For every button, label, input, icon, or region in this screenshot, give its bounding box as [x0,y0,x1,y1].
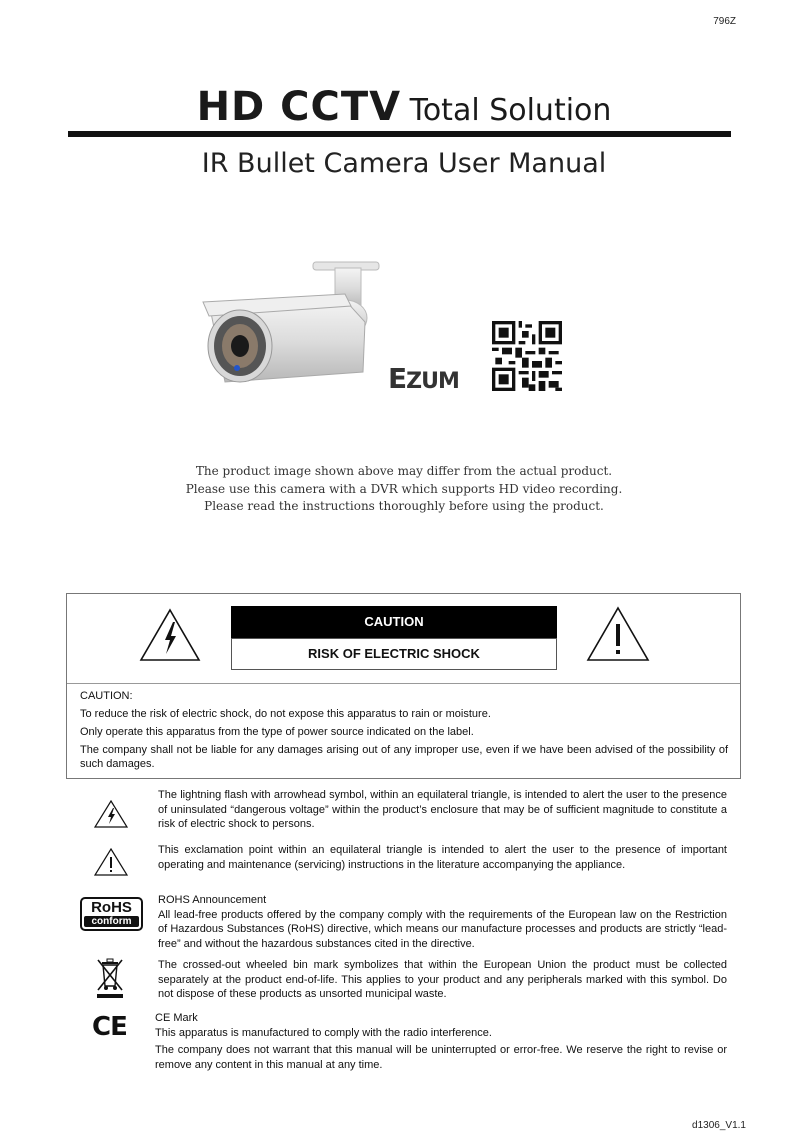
ezum-logo: EZUM [388,362,459,395]
caution-text [80,689,728,775]
exclamation-warning-icon [586,606,650,662]
header-rule [68,131,731,137]
risk-subheader: RISK OF ELECTRIC SHOCK [231,638,557,670]
footer-version: d1306_V1.1 [692,1120,746,1131]
rohs-title: ROHS Announcement [158,894,267,906]
ce-mark-section [155,1011,724,1040]
brand-light: Total Solution [409,93,612,128]
ce-body: This apparatus is manufactured to comply with the radio interference. [155,1026,492,1039]
caution-header: CAUTION [231,606,557,638]
exclamation-triangle-icon [94,848,128,876]
lightning-triangle-icon [94,800,128,828]
rohs-announcement [158,893,727,951]
weee-description: The crossed-out wheeled bin mark symbolizes that within the European Union the product must be collected separately at the product end-of-life. This applies to your product and any peripherals marked with this symbol. Do not dispose of these products as unsorted municipal waste. [158,959,727,1000]
warranty-disclaimer: The company does not warrant that this manual will be uninterrupted or error-free. We reserve the right to revise or remove any content in this manual at any time. [155,1044,727,1071]
page-title: IR Bullet Camera User Manual [201,148,607,179]
lightning-description: The lightning flash with arrowhead symbol, within an equilateral triangle, is intended to alert the user to the presence of uninsulated “dangerous voltage” within the product’s enclosure that may be of sufficient magnitude to constitute a risk of electric shock to persons. [158,789,727,830]
exclamation-description: This exclamation point within an equilateral triangle is intended to alert the user to the presence of important operating and maintenance (servicing) instructions in the literature accompanying the appliance. [158,844,727,871]
note-line: Please read the instructions thoroughly before using the product. [204,499,604,513]
document-code: 796Z [713,16,736,27]
weee-bin-icon [94,956,126,1000]
caution-line: The company shall not be liable for any damages arising out of any improper use, even if we have been advised of the possibility of such damages. [80,744,728,770]
rohs-body: All lead-free products offered by the company comply with the requirements of the European law on the Restriction of Hazardous Substances (RoHS) directive, which means our manufacture processes and products are strictly “lead-free” and without the hazardous substances cited in the directive. [158,908,727,950]
note-line: The product image shown above may differ from the actual product. [195,464,613,478]
caution-line: Only operate this apparatus from the type of power source indicated on the label. [80,726,474,738]
product-notes [0,463,808,516]
rohs-conform-icon: RoHS conform [80,897,143,931]
lightning-warning-icon [139,608,201,662]
caution-line: To reduce the risk of electric shock, do not expose this apparatus to rain or moisture. [80,708,491,720]
note-line: Please use this camera with a DVR which supports HD video recording. [185,481,623,496]
brand-banner [0,84,808,130]
caution-label: CAUTION: [80,690,133,702]
brand-bold: HD CCTV [196,84,402,130]
ce-mark-icon: CE [92,1012,127,1042]
camera-image [195,260,380,400]
caution-divider [67,683,740,684]
qr-code [492,321,562,391]
ce-title: CE Mark [155,1012,198,1024]
